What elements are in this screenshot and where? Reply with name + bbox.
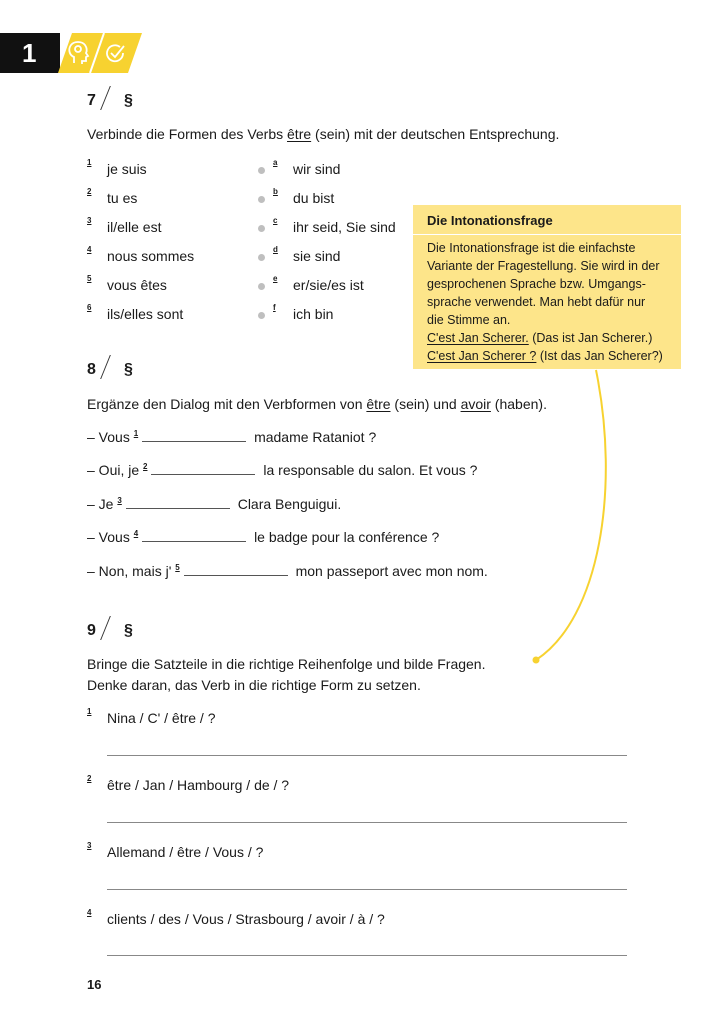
answer-blank[interactable] xyxy=(142,440,246,442)
info-box-title: Die Intonationsfrage xyxy=(427,213,553,228)
paragraph-icon: § xyxy=(124,361,133,378)
exercise-9-instruction: Bringe die Satzteile in die richtige Reihenfolge und bilde Fragen. Denke daran, das Verb in die richtige Form zu setzen. xyxy=(87,656,486,693)
answer-line[interactable] xyxy=(107,755,627,756)
exercise-number: 8 xyxy=(87,361,96,378)
dialog-line: – Non, mais j' $^5$ mon passeport avec mon nom. xyxy=(87,563,488,579)
dialog-line: – Vous $^4$ le badge pour la conférence ? xyxy=(87,529,440,545)
exercise-number: 7 xyxy=(87,92,96,109)
example-statement: C'est Jan Scherer. xyxy=(427,331,529,345)
info-box-body: Die Intonationsfrage ist die einfachste Variante der Fragestellung. Sie wird in der gesprochenen Sprache bzw. Umgangs- sprache verwendet. Man hebt dafür nur die Stimme an. C'est Jan Scherer. (Das ist Jan Scherer.) C'est Jan Scherer ? (Ist das Jan Scherer?) xyxy=(427,241,663,363)
answer-blank[interactable] xyxy=(151,473,255,475)
answer-blank[interactable] xyxy=(126,507,230,509)
info-box xyxy=(413,205,681,369)
answer-blank[interactable] xyxy=(142,540,246,542)
slash-divider xyxy=(100,355,111,379)
exercise-8-instruction: Ergänze den Dialog mit den Verbformen von être (sein) und avoir (haben). xyxy=(87,396,547,412)
chapter-icons-tab xyxy=(58,33,142,73)
dialog-line: – Vous $^1$ madame Rataniot ? xyxy=(87,429,377,445)
connect-dot[interactable] xyxy=(258,283,265,290)
slash-divider xyxy=(100,86,111,110)
answer-line[interactable] xyxy=(107,822,627,823)
dialog-line: – Oui, je $^2$ la responsable du salon. Et vous ? xyxy=(87,462,478,478)
connect-dot[interactable] xyxy=(258,167,265,174)
answer-blank[interactable] xyxy=(184,574,288,576)
connect-dot[interactable] xyxy=(258,254,265,261)
page-number: 16 xyxy=(87,977,102,992)
paragraph-icon: § xyxy=(124,622,133,639)
chapter-number: 1 xyxy=(22,38,37,68)
answer-line[interactable] xyxy=(107,955,627,956)
connect-dot[interactable] xyxy=(258,196,265,203)
paragraph-icon: § xyxy=(124,92,133,109)
connect-dot[interactable] xyxy=(258,312,265,319)
slash-divider xyxy=(100,616,111,640)
dialog-line: – Je $^3$ Clara Benguigui. xyxy=(87,496,342,512)
exercise-7-instruction: Verbinde die Formen des Verbs être (sein) mit der deutschen Entsprechung. xyxy=(87,126,560,142)
info-box-divider xyxy=(413,234,681,235)
answer-line[interactable] xyxy=(107,889,627,890)
connect-dot[interactable] xyxy=(258,225,265,232)
example-question: C'est Jan Scherer ? xyxy=(427,349,537,363)
exercise-number: 9 xyxy=(87,622,96,639)
